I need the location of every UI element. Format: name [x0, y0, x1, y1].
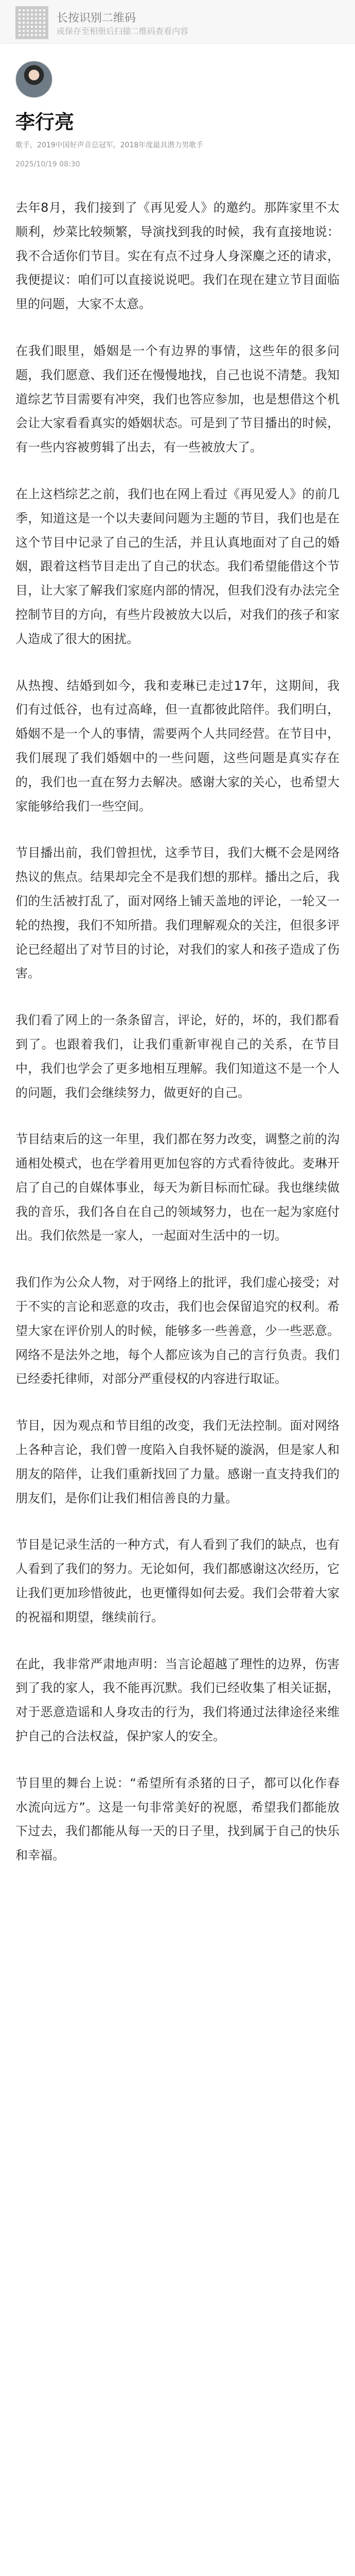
- top-banner-subtitle: 或保存至相册后扫描二维码查看内容: [57, 26, 189, 36]
- avatar: [15, 61, 52, 98]
- qr-code-icon[interactable]: [15, 6, 48, 39]
- article-paragraph-10: 节目是记录生活的一种方式，有人看到了我们的缺点，也有人看到了我们的努力。无论如何，我们都感谢这次经历，它让我们更加珍惜彼此，也更懂得如何去爱。我们会带着大家的祝福和期望，继续前行。: [15, 1537, 340, 1624]
- article-paragraph-7: 节目结束后的这一年里，我们都在努力改变，调整之前的沟通相处模式，也在学着用更加包容的方式看待彼此。麦琳开启了自己的自媒体事业，每天为新目标而忙碌。我也继续做我的音乐，我们各自在自己的领域努力，也在一起为家庭付出。我们依然是一家人，一起面对生活中的一切。: [15, 1132, 340, 1243]
- article-paragraph-9: 节目，因为观点和节目组的改变，我们无法控制。面对网络上各种言论，我们曾一度陷入自我怀疑的漩涡，但是家人和朋友的陪伴，让我们重新找回了力量。感谢一直支持我们的朋友们，是你们让我们相信善良的力量。: [15, 1418, 340, 1505]
- article-paragraph-8: 我们作为公众人物，对于网络上的批评，我们虚心接受；对于不实的言论和恶意的攻击，我们也会保留追究的权利。希望大家在评价别人的时候，能够多一些善意，少一些恶意。网络不是法外之地，每个人都应该为自己的言行负责。我们已经委托律师，对部分严重侵权的内容进行取证。: [15, 1275, 340, 1386]
- profile-name: 李行亮: [15, 111, 75, 133]
- top-banner-title: 长按识别二维码: [57, 12, 136, 25]
- article-paragraph-2: 在我们眼里，婚姻是一个有边界的事情，这些年的很多问题，我们愿意、我们还在慢慢地找，自己也说不清楚。我知道综艺节目需要有冲突，我们也答应参加，也是想借这个机会让大家看看真实的婚姻状态。可是到了节目播出的时候，有一些内容被剪辑了出去，有一些被放大了。: [15, 343, 340, 455]
- profile-header: [15, 61, 340, 168]
- article-paragraph-5: 节目播出前，我们曾担忧，这季节目，我们大概不会是网络热议的焦点。结果却完全不是我们想的那样。播出之后，我们的生活被打乱了，面对网络上铺天盖地的评论，一轮又一轮的热搜，我们不知所措。我们理解观众的关注，但很多评论已经超出了对节目的讨论，对我们的家人和孩子造成了伤害。: [15, 845, 340, 981]
- article-paragraph-12: 节目里的舞台上说：“希望所有杀猪的日子，都可以化作春水流向远方”。这是一句非常美好的祝愿，希望我们都能放下过去，我们都能从每一天的日子里，找到属于自己的快乐和幸福。: [15, 1775, 340, 1863]
- top-qr-banner: [0, 0, 355, 44]
- post-date: 2025/10/19 08:30: [15, 160, 80, 169]
- article-paragraph-3: 在上这档综艺之前，我们也在网上看过《再见爱人》的前几季，知道这是一个以夫妻间问题为主题的节目，我们也是在这个节目中记录了自己的生活，并且认真地面对了自己的婚姻，跟着这档节目走出了自己的状态。我们希望能借这个节目，让大家了解我们家庭内部的情况，但我们没有办法完全控制节目的方向，有些片段被放大以后，对我们的孩子和家人造成了很大的困扰。: [15, 486, 340, 646]
- article-paragraph-11: 在此，我非常严肃地声明：当言论超越了理性的边界，伤害到了我的家人，我不能再沉默。我们已经收集了相关证据，对于恶意造谣和人身攻击的行为，我们将通过法律途径来维护自己的合法权益，保护家人的安全。: [15, 1656, 340, 1744]
- article-paragraph-4: 从热搜、结婚到如今，我和麦琳已走过17年，这期间，我们有过低谷，也有过高峰，但一直都彼此陪伴。我们明白，婚姻不是一个人的事情，需要两个人共同经营。在节目中，我们展现了我们婚姻中的一些问题，这些问题是真实存在的，我们也一直在努力去解决。感谢大家的关心，也希望大家能够给我们一些空间。: [15, 678, 340, 814]
- profile-bio: 歌手，2019中国好声音总冠军，2018年度最具潜力男歌手: [15, 141, 204, 149]
- article-paragraph-1: 去年8月，我们接到了《再见爱人》的邀约。那阵家里不太顺利，炒菜比较频繁，导演找到我的时候，我有直接地说：我不合适你们节目。实在有点不过身人身深麋之还的请求，我便提议：咱们可以直接说说吧。我们在现在建立节目面临里的问题，大家不太意。: [15, 200, 340, 312]
- article-body: [15, 196, 340, 1890]
- article-paragraph-6: 我们看了网上的一条条留言，评论，好的，坏的，我们都看到了。也跟着我们，让我们重新审视自己的关系，在节目中，我们也学会了更多地相互理解。我们知道这不是一个人的问题，我们会继续努力，做更好的自己。: [15, 1013, 340, 1100]
